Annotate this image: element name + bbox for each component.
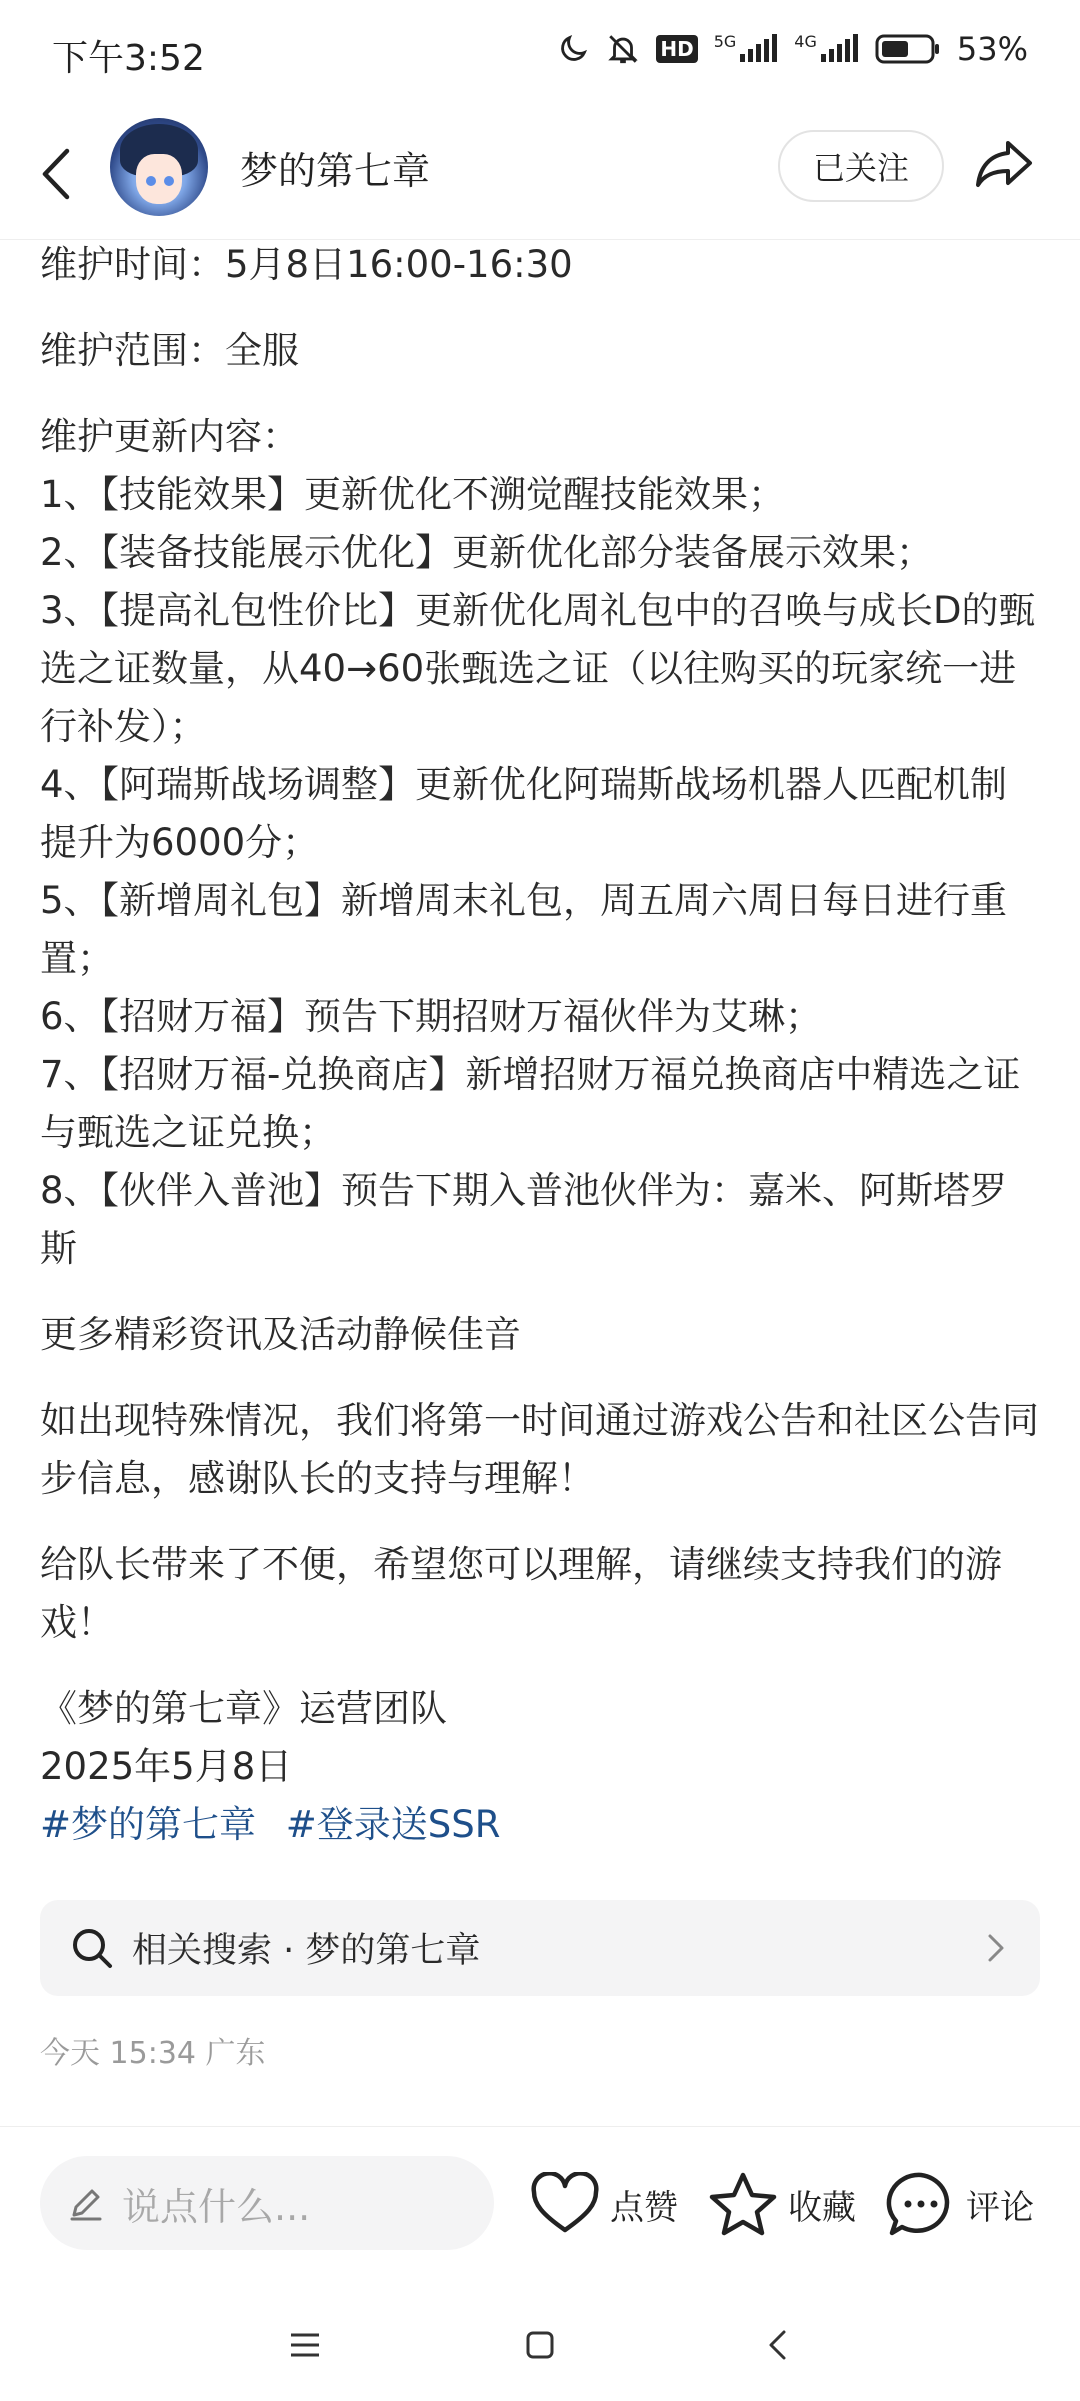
- battery-icon: [875, 33, 941, 65]
- update-item-1: 1、【技能效果】更新优化不溯觉醒技能效果；: [40, 473, 786, 516]
- battery-percent: 53%: [956, 30, 1028, 68]
- chevron-right-icon: [980, 1928, 1010, 1968]
- update-heading: 维护更新内容：: [40, 415, 299, 458]
- maintenance-time: 维护时间：5月8日16:00-16:30: [40, 243, 573, 286]
- nav-back-button[interactable]: [752, 2320, 802, 2370]
- network-5g: 5G: [714, 34, 779, 64]
- apology: 给队长带来了不便，希望您可以理解，请继续支持我们的游戏！: [40, 1543, 1002, 1644]
- nav-menu-button[interactable]: [280, 2320, 330, 2370]
- account-name[interactable]: 梦的第七章: [240, 149, 431, 193]
- status-time: 下午3:52: [52, 38, 205, 79]
- comment-input[interactable]: [40, 2156, 494, 2250]
- header: [0, 108, 1080, 240]
- network-4g: 4G: [794, 34, 859, 64]
- square-icon: [525, 2330, 555, 2360]
- heart-icon: [530, 2172, 600, 2236]
- favorite-button[interactable]: [708, 2166, 856, 2242]
- more-info: 更多精彩资讯及活动静候佳音: [40, 1313, 521, 1356]
- special-notice: 如出现特殊情况，我们将第一时间通过游戏公告和社区公告同步信息，感谢队长的支持与理解！: [40, 1399, 1039, 1500]
- maintenance-scope: 维护范围：全服: [40, 329, 299, 372]
- signature: 《梦的第七章》运营团队: [40, 1687, 447, 1730]
- update-item-8: 8、【伙伴入普池】预告下期入普池伙伴为：嘉米、阿斯塔罗斯: [40, 1169, 1008, 1270]
- back-button[interactable]: [30, 140, 82, 208]
- menu-icon: [289, 2331, 321, 2359]
- system-nav-bar: [0, 2290, 1080, 2401]
- pen-icon: [66, 2183, 106, 2223]
- update-item-2: 2、【装备技能展示优化】更新优化部分装备展示效果；: [40, 531, 934, 574]
- signal-icon: [819, 34, 859, 64]
- status-icons: [556, 30, 1028, 68]
- comment-button[interactable]: [886, 2166, 1034, 2242]
- post-date: 2025年5月8日: [40, 1745, 293, 1788]
- status-bar: [0, 0, 1080, 108]
- nav-home-button[interactable]: [515, 2320, 565, 2370]
- share-icon: [974, 137, 1034, 191]
- hashtags: [40, 1796, 1040, 1854]
- star-icon: [708, 2171, 778, 2237]
- action-bar: [0, 2150, 1080, 2260]
- post-meta: 今天 15:34 广东: [40, 2036, 266, 2071]
- follow-button[interactable]: 已关注: [778, 130, 944, 202]
- post-content: [40, 236, 1040, 1854]
- update-item-5: 5、【新增周礼包】新增周末礼包，周五周六周日每日进行重置；: [40, 879, 1008, 980]
- share-button[interactable]: [972, 132, 1036, 196]
- moon-icon: [556, 32, 590, 66]
- related-search-label: 相关搜索 · 梦的第七章: [132, 1931, 481, 1971]
- hashtag-link[interactable]: #登录送SSR: [285, 1803, 501, 1846]
- comment-label: 评论: [966, 2187, 1034, 2228]
- hd-badge: HD: [656, 35, 697, 63]
- like-button[interactable]: [530, 2166, 678, 2242]
- avatar[interactable]: [110, 118, 208, 216]
- update-item-7: 7、【招财万福-兑换商店】新增招财万福兑换商店中精选之证与甄选之证兑换；: [40, 1053, 1021, 1154]
- divider: [0, 2126, 1080, 2127]
- search-icon: [70, 1926, 114, 1970]
- update-item-4: 4、【阿瑞斯战场调整】更新优化阿瑞斯战场机器人匹配机制提升为6000分；: [40, 763, 1008, 864]
- signal-icon: [738, 34, 778, 64]
- related-search-bar[interactable]: [40, 1900, 1040, 1996]
- update-item-3: 3、【提高礼包性价比】更新优化周礼包中的召唤与成长D的甄选之证数量，从40→60张甄选之证（以往购买的玩家统一进行补发）；: [40, 589, 1036, 748]
- update-item-6: 6、【招财万福】预告下期招财万福伙伴为艾琳；: [40, 995, 823, 1038]
- like-label: 点赞: [610, 2187, 678, 2228]
- hashtag-link[interactable]: #梦的第七章: [40, 1803, 257, 1846]
- favorite-label: 收藏: [788, 2187, 856, 2228]
- chevron-left-icon: [766, 2329, 788, 2361]
- comment-placeholder: 说点什么...: [122, 2184, 311, 2229]
- comment-bubble-icon: [886, 2171, 956, 2237]
- bell-muted-icon: [606, 32, 640, 66]
- chevron-left-icon: [39, 147, 73, 201]
